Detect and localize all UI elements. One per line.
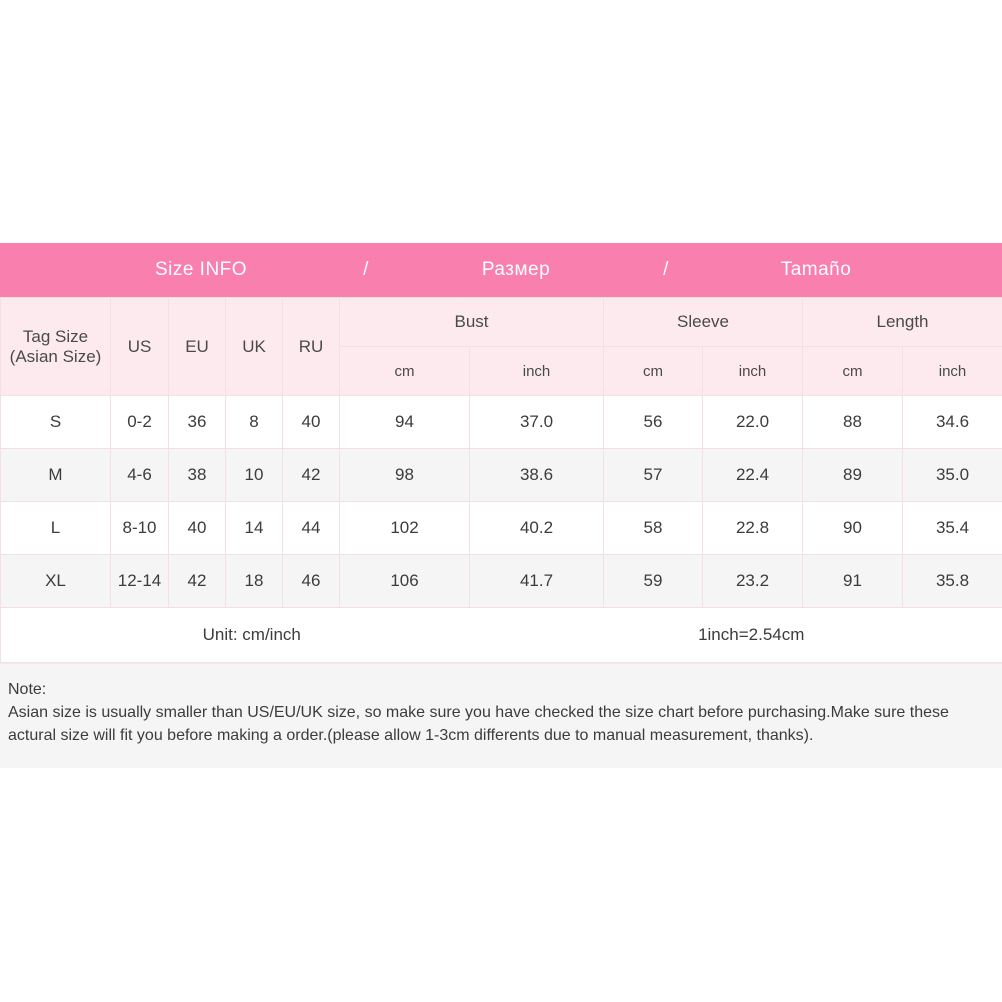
cell-sleeve-inch: 23.2 (703, 555, 803, 608)
cell-sleeve-inch: 22.0 (703, 396, 803, 449)
header-length-inch: inch (903, 347, 1002, 396)
cell-tag-size: M (1, 449, 111, 502)
cell-bust-cm: 98 (340, 449, 470, 502)
cell-tag-size: L (1, 502, 111, 555)
cell-ru: 46 (283, 555, 340, 608)
cell-length-cm: 89 (803, 449, 903, 502)
cell-bust-inch: 38.6 (470, 449, 604, 502)
unit-cell (1, 608, 1002, 663)
size-table (0, 297, 1002, 663)
table-row (1, 449, 1002, 502)
cell-bust-inch: 37.0 (470, 396, 604, 449)
header-bust-inch: inch (470, 347, 604, 396)
cell-length-inch: 35.0 (903, 449, 1002, 502)
title-separator-1: / (363, 259, 369, 280)
cell-ru: 44 (283, 502, 340, 555)
unit-label: Unit: cm/inch (202, 625, 301, 644)
cell-bust-cm: 106 (340, 555, 470, 608)
cell-sleeve-cm: 57 (604, 449, 703, 502)
header-us: US (111, 298, 169, 396)
size-chart (0, 243, 1002, 768)
size-info-title-bar (0, 243, 1002, 297)
header-uk: UK (226, 298, 283, 396)
cell-eu: 38 (169, 449, 226, 502)
table-row (1, 555, 1002, 608)
cell-tag-size: XL (1, 555, 111, 608)
cell-us: 8-10 (111, 502, 169, 555)
cell-bust-cm: 102 (340, 502, 470, 555)
note-label: Note: (8, 681, 47, 698)
cell-sleeve-inch: 22.4 (703, 449, 803, 502)
cell-sleeve-cm: 58 (604, 502, 703, 555)
header-bust-cm: cm (340, 347, 470, 396)
conversion-label: 1inch=2.54cm (698, 625, 805, 644)
header-group-bust: Bust (340, 298, 604, 347)
cell-uk: 10 (226, 449, 283, 502)
cell-sleeve-cm: 56 (604, 396, 703, 449)
header-sleeve-inch: inch (703, 347, 803, 396)
title-razmer: Размер (481, 259, 551, 280)
header-tag-size-line2: (Asian Size) (9, 346, 102, 366)
cell-length-cm: 90 (803, 502, 903, 555)
cell-sleeve-inch: 22.8 (703, 502, 803, 555)
cell-length-inch: 35.8 (903, 555, 1002, 608)
unit-row (1, 608, 1002, 663)
cell-bust-cm: 94 (340, 396, 470, 449)
cell-bust-inch: 40.2 (470, 502, 604, 555)
table-header-row-groups (1, 298, 1002, 347)
cell-ru: 40 (283, 396, 340, 449)
note-body: Asian size is usually smaller than US/EU/UK size, so make sure you have checked the size chart before purchasing.Make sure these actural size will fit you before making a order.(please allow 1-3cm differents due to manual measurement, thanks). (8, 704, 949, 745)
cell-us: 0-2 (111, 396, 169, 449)
cell-uk: 8 (226, 396, 283, 449)
header-tag-size-line1: Tag Size (22, 326, 89, 346)
title-tamano: Tamaño (780, 259, 852, 280)
header-tag-size (1, 298, 111, 396)
note-block (0, 663, 1002, 768)
header-sleeve-cm: cm (604, 347, 703, 396)
header-group-sleeve: Sleeve (604, 298, 803, 347)
cell-us: 12-14 (111, 555, 169, 608)
title-size-info: Size INFO (154, 259, 248, 280)
cell-sleeve-cm: 59 (604, 555, 703, 608)
header-group-length: Length (803, 298, 1002, 347)
cell-eu: 40 (169, 502, 226, 555)
cell-ru: 42 (283, 449, 340, 502)
title-separator-2: / (663, 259, 669, 280)
header-length-cm: cm (803, 347, 903, 396)
cell-uk: 14 (226, 502, 283, 555)
cell-eu: 42 (169, 555, 226, 608)
table-row (1, 502, 1002, 555)
table-row (1, 396, 1002, 449)
cell-length-cm: 91 (803, 555, 903, 608)
header-ru: RU (283, 298, 340, 396)
cell-tag-size: S (1, 396, 111, 449)
cell-uk: 18 (226, 555, 283, 608)
cell-bust-inch: 41.7 (470, 555, 604, 608)
cell-length-cm: 88 (803, 396, 903, 449)
header-eu: EU (169, 298, 226, 396)
cell-length-inch: 34.6 (903, 396, 1002, 449)
cell-length-inch: 35.4 (903, 502, 1002, 555)
cell-eu: 36 (169, 396, 226, 449)
cell-us: 4-6 (111, 449, 169, 502)
